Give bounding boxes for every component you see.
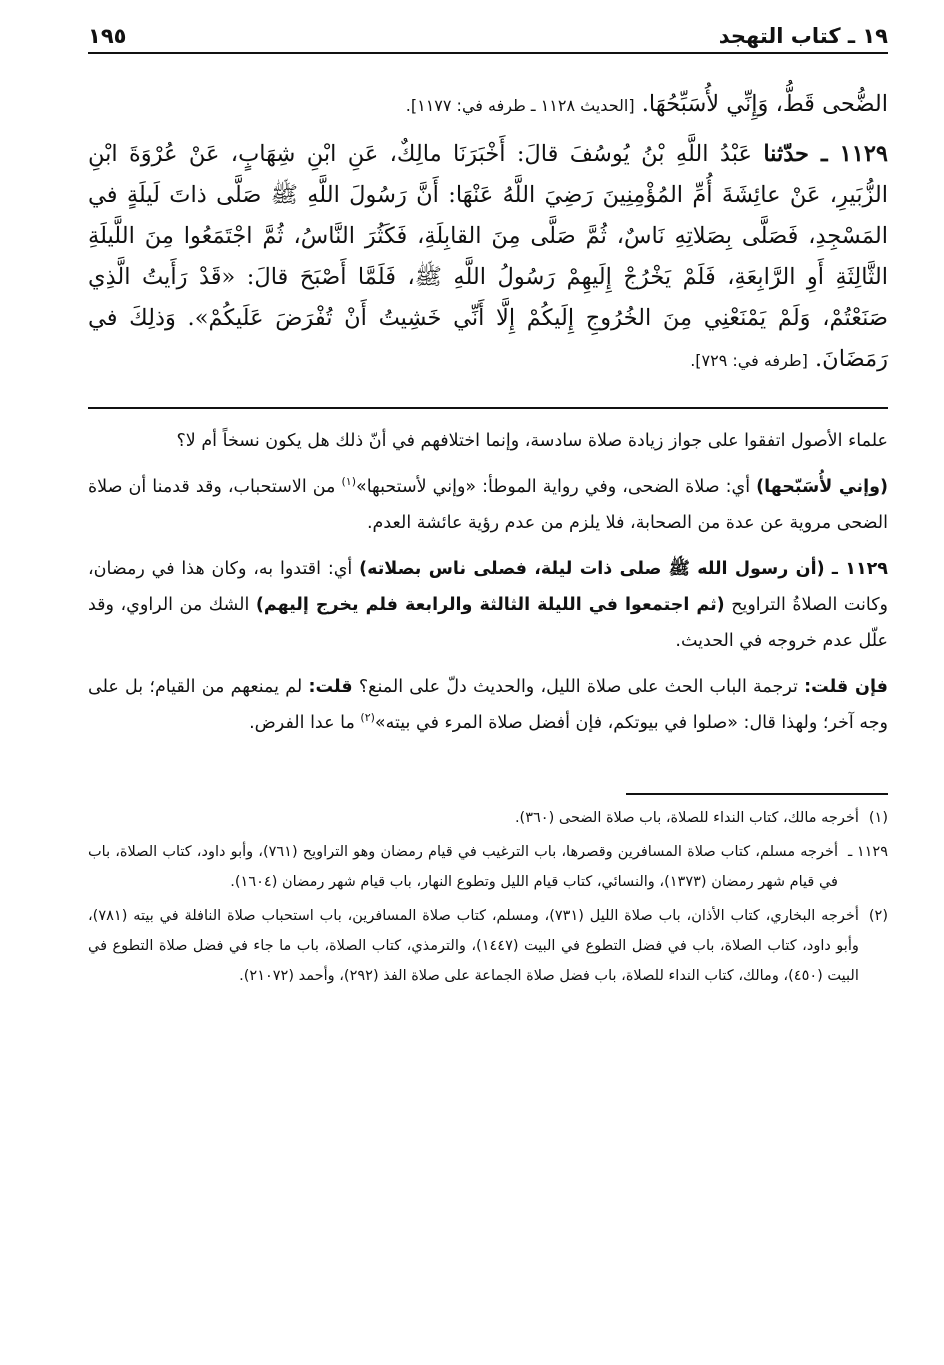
answer-label: قلت: [308,677,353,697]
commentary-text: ترجمة الباب الحث على صلاة الليل، والحديث دلّ على المنع؟ [352,677,805,697]
quoted-phrase: (وإني لأُسَبّحها) [756,477,888,497]
hadith-body: عَبْدُ اللَّهِ بْنُ يُوسُفَ قالَ: أَخْبَرَنَا مالِكٌ، عَنِ ابْنِ شِهَابٍ، عَنْ عُرْوَةَ ابْنِ الزُّبَيرِ، عَنْ عائِشَةَ أُمِّ المُؤْمِنِينَ رَضِيَ اللَّهُ عَنْهَا: أَنَّ رَسُولَ اللَّهِ ﷺ صَلَّى ذاتَ لَيلَةٍ في المَسْجِدِ، فَصَلَّى بِصَلاتِهِ نَاسٌ، ثُمَّ صَلَّى مِنَ القابِلَةِ، فَكَثُرَ النَّاسُ، ثُمَّ اجْتَمَعُوا مِنَ اللَّيلَةِ الثَّالِثَةِ أَوِ الرَّابِعَةِ، فَلَمْ يَخْرُجْ إِلَيهِمْ رَسُولُ اللَّهِ ﷺ، فَلَمَّا أَصْبَحَ قالَ: «قَدْ رَأَيتُ الَّذِي صَنَعْتُمْ، وَلَمْ يَمْنَعْنِي مِنَ الخُرُوجِ إِلَيكُمْ إِلَّا أَنِّي خَشِيتُ أَنْ تُفْرَضَ عَلَيكُمْ». وَذلِكَ في رَمَضَانَ. [88,141,888,372]
footnote [88,837,888,897]
section-divider [88,407,888,409]
quoted-phrase: ١١٢٩ ـ (أن رسول الله ﷺ صلى ذات ليلة، فصلى ناس بصلاته) [359,559,888,579]
footnote-number: (٢) [868,908,888,924]
commentary-paragraph-3 [88,551,888,659]
commentary-text: أي: اقتدوا به، وكان هذا في رمضان، وكانت الصلاةُ التراويح [88,559,888,615]
commentary-paragraph-4 [88,669,888,741]
footnote-number: ١١٢٩ ـ [847,844,888,860]
hadith-1129 [88,134,888,381]
hadith-number-label: ١١٢٩ ـ حدّثنا [763,141,888,167]
chapter-title: ١٩ ـ كتاب التهجد [718,24,888,48]
footnote-text: أخرجه مالك، كتاب النداء للصلاة، باب صلاة الضحى (٣٦٠). [514,810,859,826]
footnote-marker-1: (١) [341,475,356,489]
commentary-text: من الاستحباب، وقد قدمنا أن صلاة الضحى مروية عن عدة من الصحابة، فلا يلزم من عدم رؤية عائشة العدم. [88,477,888,533]
commentary [88,423,888,741]
footnote-number: (١) [868,810,888,826]
footnote [88,803,888,833]
commentary-text: ما عدا الفرض. [249,713,361,733]
book-page [0,4,944,1365]
commentary-paragraph-2 [88,469,888,541]
quoted-phrase: (ثم اجتمعوا في الليلة الثالثة والرابعة فلم يخرج إليهم) [255,595,725,615]
previous-hadith-ref: [الحديث ١١٢٨ ـ طرفه في: ١١٧٧]. [405,96,635,115]
commentary-text: الشك من الراوي، وقد علّل عدم خروجه في الحديث. [88,595,888,651]
previous-hadith-end [88,84,888,126]
commentary-paragraph-1: علماء الأصول اتفقوا على جواز زيادة صلاة سادسة، وإنما اختلافهم في أنّ ذلك هل يكون نسخاً أم لا؟ [176,431,888,451]
running-header [88,4,888,54]
footnotes [88,803,888,991]
question-label: فإن قلت: [804,677,888,697]
footnote-marker-2: (٢) [360,711,375,725]
footnote-divider [626,793,888,795]
footnote [88,901,888,991]
hadith-text [88,84,888,381]
hadith-ref: [طرفه في: ٧٢٩]. [690,351,808,370]
commentary-text: أي: صلاة الضحى، وفي رواية الموطأ: «وإني لأستحبها» [356,477,757,497]
footnote-text: أخرجه البخاري، كتاب الأذان، باب صلاة الليل (٧٣١)، ومسلم، كتاب صلاة المسافرين، باب استحباب صلاة النافلة في بيته (٧٨١)، وأبو داود، كتاب الصلاة، باب في فضل التطوع في البيت (١٤٤٧)، والترمذي، كتاب الصلاة، باب ما جاء في فضل صلاة التطوع في البيت (٤٥٠)، ومالك، كتاب النداء للصلاة، باب فضل صلاة الجماعة على صلاة الفذ (٢٩٢)، وأحمد (٢١٠٧٢). [88,908,859,984]
previous-hadith-text: الضُّحى قَطُّ، وَإِنِّي لأُسَبِّحُهَا. [641,91,888,117]
footnote-text: أخرجه مسلم، كتاب صلاة المسافرين وقصرها، باب الترغيب في قيام رمضان وهو التراويح (٧٦١)، وأبو داود، كتاب الصلاة، باب في قيام شهر رمضان (١٣٧٣)، والنسائي، كتاب قيام الليل وتطوع النهار، باب قيام شهر رمضان (١٦٠٤). [88,844,838,890]
commentary-text: لم يمنعهم من القيام؛ بل على وجه آخر؛ ولهذا قال: «صلوا في بيوتكم، فإن أفضل صلاة المرء في بيته» [88,677,888,733]
page-number: ١٩٥ [88,24,127,48]
